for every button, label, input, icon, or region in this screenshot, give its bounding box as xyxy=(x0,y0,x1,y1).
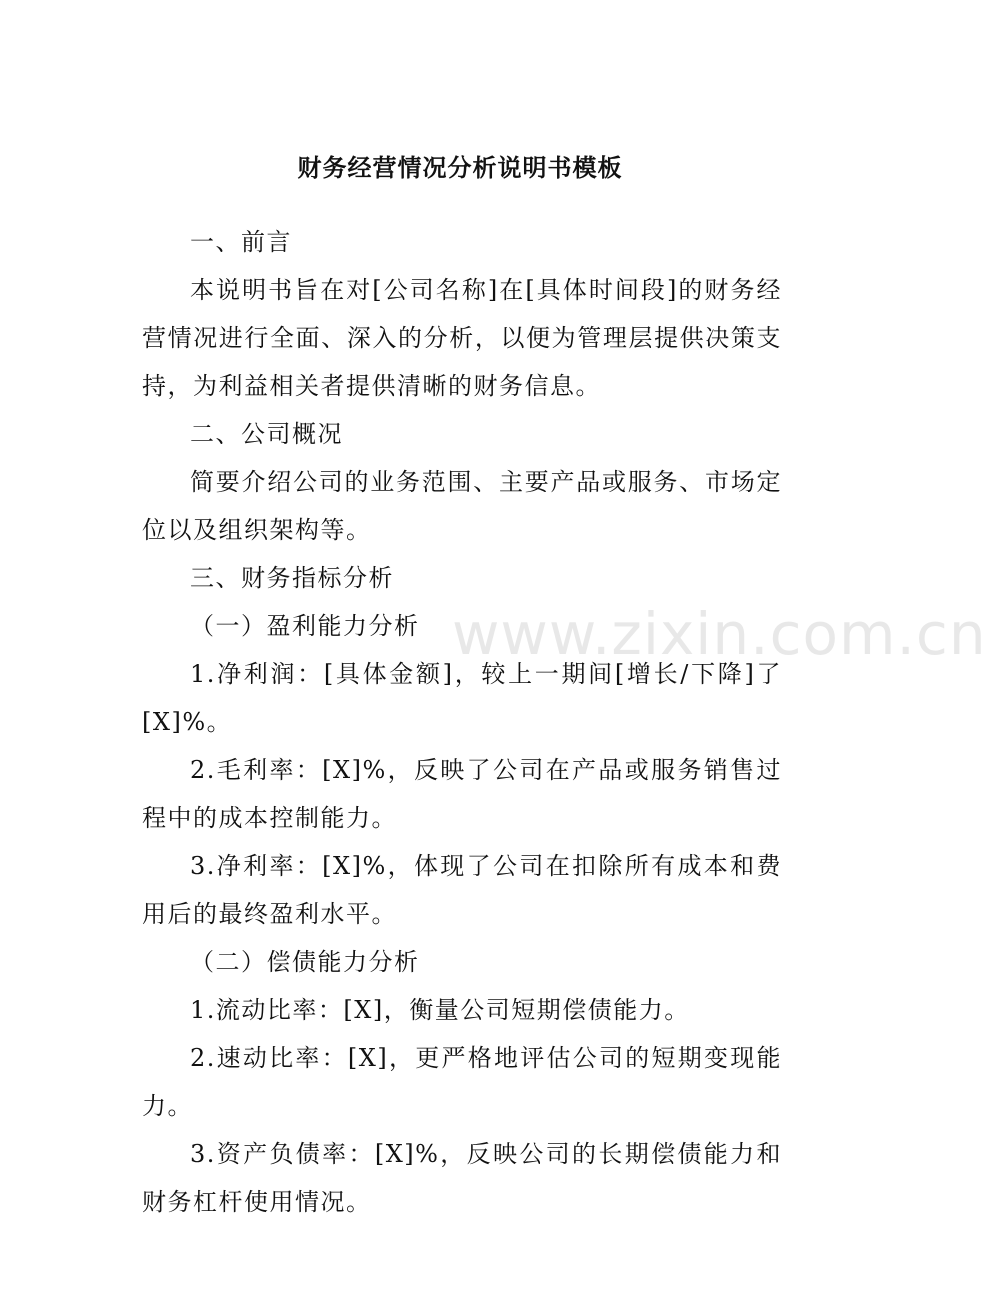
list-item-debt-ratio: 3.资产负债率：[X]%，反映公司的长期偿债能力和财务杠杆使用情况。 xyxy=(142,1140,782,1216)
subsection-heading-solvency: （二）偿债能力分析 xyxy=(190,948,420,976)
document-body xyxy=(142,218,782,1226)
subsection-heading-profitability: （一）盈利能力分析 xyxy=(190,612,420,640)
watermark: www.zixin.com.cn xyxy=(452,600,987,668)
list-item-current-ratio: 1.流动比率：[X]，衡量公司短期偿债能力。 xyxy=(190,996,690,1024)
paragraph-company-overview: 简要介绍公司的业务范围、主要产品或服务、市场定位以及组织架构等。 xyxy=(142,468,782,544)
section-heading-financial-indicators: 三、财务指标分析 xyxy=(190,564,394,592)
section-heading-company-overview: 二、公司概况 xyxy=(190,420,343,448)
paragraph-preface: 本说明书旨在对[公司名称]在[具体时间段]的财务经营情况进行全面、深入的分析，以便为管理层提供决策支持，为利益相关者提供清晰的财务信息。 xyxy=(142,276,782,400)
section-heading-preface: 一、前言 xyxy=(190,228,292,256)
list-item-quick-ratio: 2.速动比率：[X]，更严格地评估公司的短期变现能力。 xyxy=(142,1044,782,1120)
document-title: 财务经营情况分析说明书模板 xyxy=(297,153,623,182)
list-item-gross-margin: 2.毛利率：[X]%，反映了公司在产品或服务销售过程中的成本控制能力。 xyxy=(142,756,782,832)
list-item-net-margin: 3.净利率：[X]%，体现了公司在扣除所有成本和费用后的最终盈利水平。 xyxy=(142,852,782,928)
list-item-net-profit: 1.净利润：[具体金额]，较上一期间[增长/下降]了[X]%。 xyxy=(142,660,782,736)
